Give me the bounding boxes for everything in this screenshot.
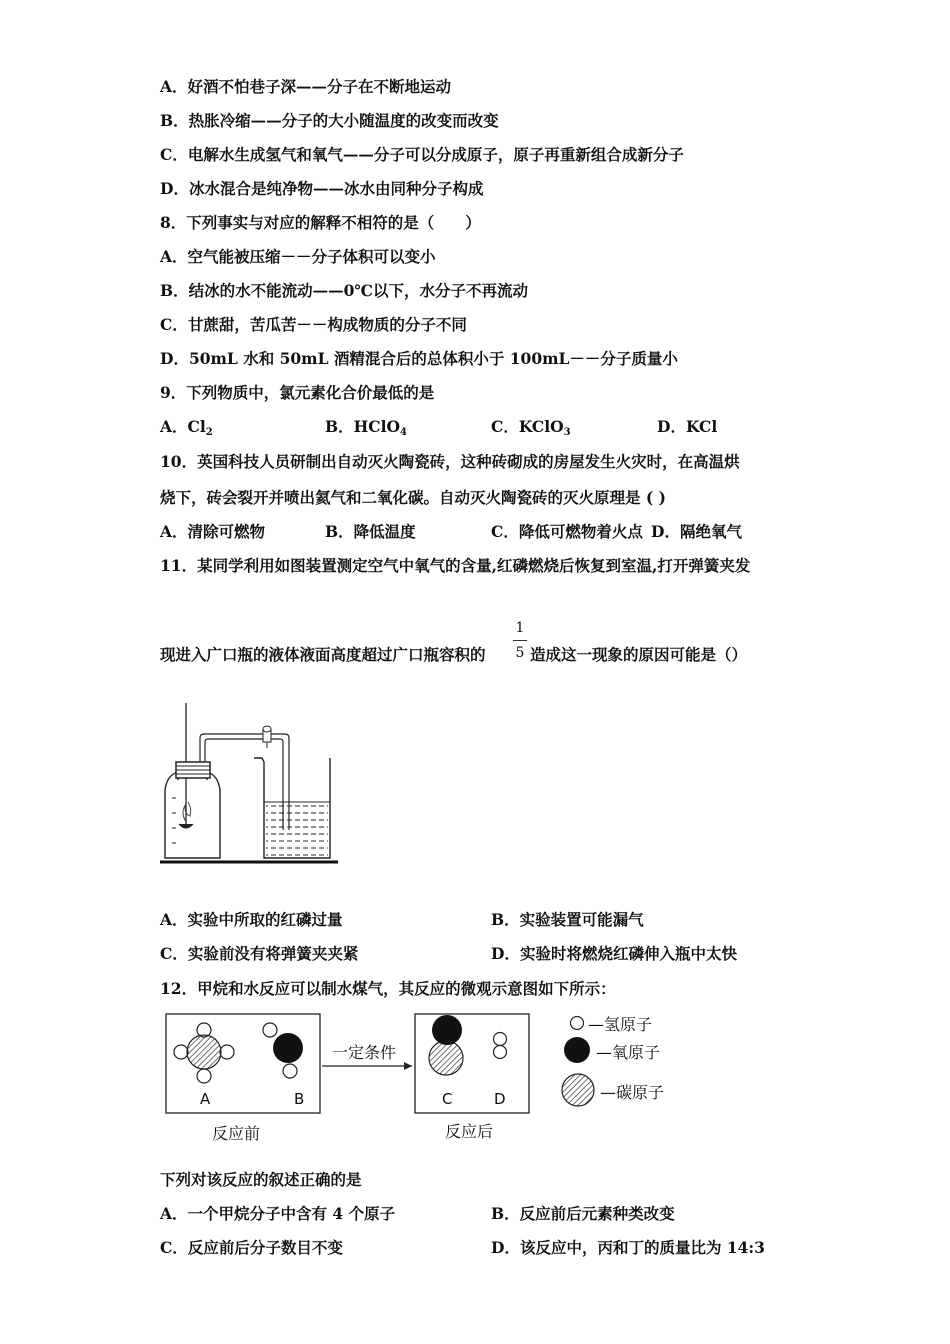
q10-stem-line2: 烧下，砖会裂开并喷出氦气和二氧化碳。自动灭火陶瓷砖的灭火原理是 ( ) bbox=[160, 488, 666, 507]
q8-option-d: D．50mL 水和 50mL 酒精混合后的总体积小于 100mL－－分子质量小 bbox=[160, 349, 678, 368]
q10-option-b: B．降低温度 bbox=[325, 522, 416, 541]
q10-stem-line1: 10．英国科技人员研制出自动灭火陶瓷砖，这种砖砌成的房屋发生火灾时，在高温烘 bbox=[160, 452, 740, 471]
fraction-denominator: 5 bbox=[515, 645, 525, 661]
q7-option-a: A．好酒不怕巷子深——分子在不断地运动 bbox=[160, 77, 452, 96]
q11-stem-line1: 11．某同学利用如图装置测定空气中氧气的含量,红磷燃烧后恢复到室温,打开弹簧夹发 bbox=[160, 556, 751, 575]
hydrogen-molecule bbox=[494, 1033, 507, 1059]
q7-option-d: D．冰水混合是纯净物——冰水由同种分子构成 bbox=[160, 179, 484, 198]
q9-stem: 9．下列物质中，氯元素化合价最低的是 bbox=[160, 383, 435, 402]
carbon-monoxide-molecule bbox=[429, 1015, 463, 1075]
q11-option-a: A．实验中所取的红磷过量 bbox=[160, 910, 343, 929]
q11-option-d: D．实验时将燃烧红磷伸入瓶中太快 bbox=[491, 944, 737, 963]
q12-option-d: D．该反应中，丙和丁的质量比为 14:3 bbox=[491, 1238, 765, 1257]
q8-option-b: B．结冰的水不能流动——0℃以下，水分子不再流动 bbox=[160, 281, 528, 300]
oxygen-atom-icon bbox=[564, 1037, 590, 1063]
q10-option-d: D．隔绝氧气 bbox=[651, 522, 742, 541]
hydrogen-atom-icon bbox=[571, 1017, 584, 1030]
q8-option-a: A．空气能被压缩－－分子体积可以变小 bbox=[160, 247, 436, 266]
water-molecule bbox=[263, 1023, 303, 1078]
label-c: C bbox=[442, 1090, 453, 1108]
q11-stem-line2-post: 造成这一现象的原因可能是（） bbox=[530, 645, 748, 664]
legend-oxygen: —氧原子 bbox=[596, 1043, 661, 1062]
q9-option-a: A．$Cl_2$ bbox=[160, 417, 213, 438]
fraction-bar bbox=[513, 640, 527, 641]
q7-option-c: C．电解水生成氢气和氧气——分子可以分成原子，原子再重新组合成新分子 bbox=[160, 145, 684, 164]
q9-option-c: C．KClO$_3$ bbox=[491, 417, 571, 438]
label-a: A bbox=[200, 1090, 211, 1108]
fraction-numerator: 1 bbox=[515, 620, 525, 636]
q12-stem: 12．甲烷和水反应可以制水煤气，其反应的微观示意图如下所示： bbox=[160, 979, 616, 998]
q11-option-b: B．实验装置可能漏气 bbox=[491, 910, 644, 929]
q10-option-c: C．降低可燃物着火点 bbox=[491, 522, 643, 541]
q12-option-c: C．反应前后分子数目不变 bbox=[160, 1238, 343, 1257]
legend-carbon: —碳原子 bbox=[600, 1083, 665, 1102]
q12-option-a: A．一个甲烷分子中含有 4 个原子 bbox=[160, 1204, 396, 1223]
q11-option-c: C．实验前没有将弹簧夹夹紧 bbox=[160, 944, 359, 963]
carbon-atom-icon bbox=[562, 1074, 594, 1106]
legend-hydrogen: —氢原子 bbox=[588, 1015, 653, 1034]
q12-option-b: B．反应前后元素种类改变 bbox=[491, 1204, 675, 1223]
q8-option-c: C．甘蔗甜，苦瓜苦－－构成物质的分子不同 bbox=[160, 315, 467, 334]
q11-stem-line2-pre: 现进入广口瓶的液体液面高度超过广口瓶容积的 bbox=[160, 645, 486, 664]
q9-option-d: D．KCl bbox=[657, 417, 718, 436]
oxygen-measurement-apparatus bbox=[150, 698, 350, 870]
q8-stem: 8．下列事实与对应的解释不相符的是（ ） bbox=[160, 213, 481, 232]
after-caption: 反应后 bbox=[445, 1122, 494, 1141]
q9-option-b: B．HClO$_4$ bbox=[325, 417, 407, 438]
q12-question: 下列对该反应的叙述正确的是 bbox=[160, 1170, 362, 1189]
q7-option-b: B．热胀冷缩——分子的大小随温度的改变而改变 bbox=[160, 111, 499, 130]
label-d: D bbox=[494, 1090, 506, 1108]
methane-molecule bbox=[174, 1023, 234, 1083]
arrow-condition-label: 一定条件 bbox=[332, 1043, 397, 1062]
before-caption: 反应前 bbox=[212, 1124, 261, 1143]
q10-option-a: A．清除可燃物 bbox=[160, 522, 266, 541]
label-b: B bbox=[294, 1090, 305, 1108]
